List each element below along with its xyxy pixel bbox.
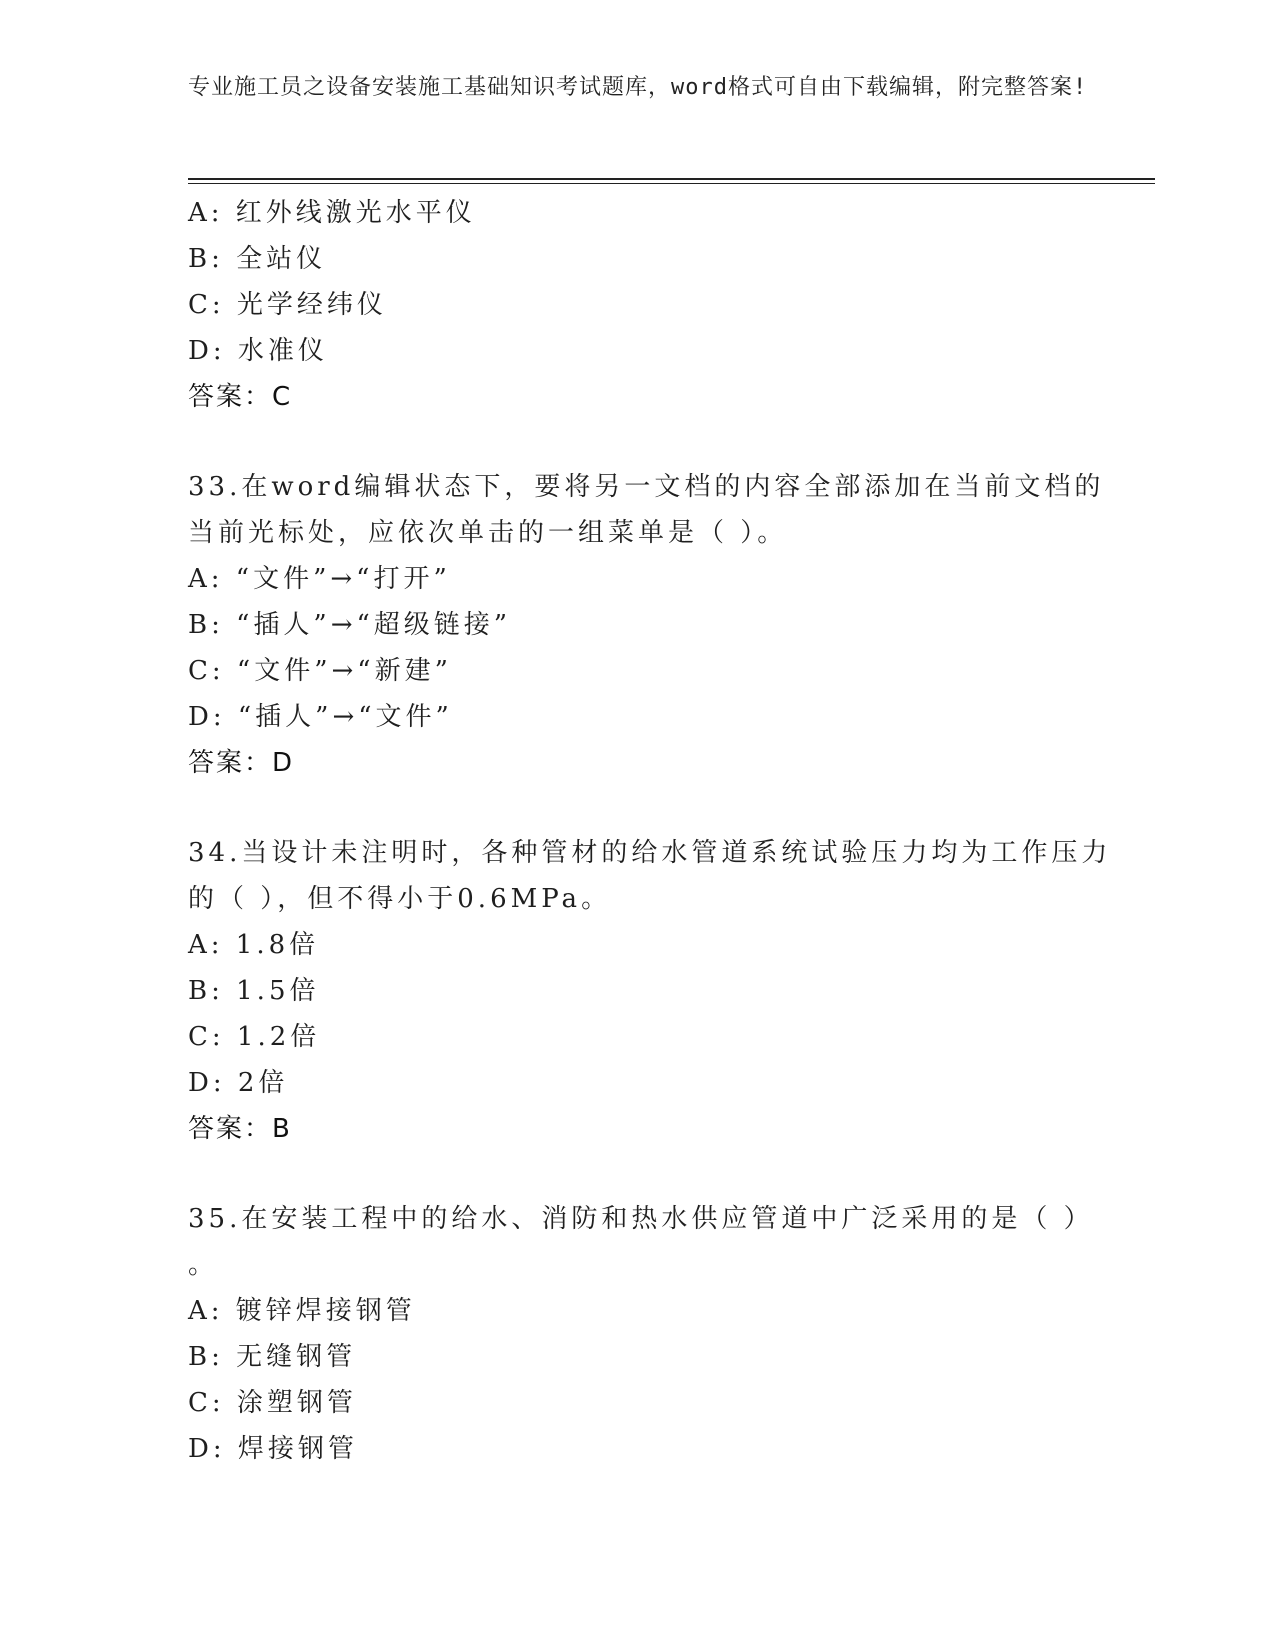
option-c: C: 1.2倍	[188, 1022, 321, 1052]
document-header: 专业施工员之设备安装施工基础知识考试题库，word格式可自由下载编辑，附完整答案!	[188, 75, 1088, 100]
option-c: C: “文件”→“新建”	[188, 656, 452, 686]
question-stem-line: 当前光标处，应依次单击的一组菜单是（ ）。	[188, 518, 788, 548]
header-divider-thin	[188, 183, 1155, 184]
question-34	[188, 830, 1112, 1152]
question-list	[188, 190, 1112, 1472]
answer-label: 答案：B	[188, 1114, 292, 1144]
answer-label: 答案：C	[188, 382, 293, 412]
question-stem-line: 的（ ），但不得小于0.6MPa。	[188, 884, 612, 914]
spacer	[188, 420, 1088, 464]
option-c: C: 涂塑钢管	[188, 1388, 357, 1418]
option-c: C: 光学经纬仪	[188, 290, 387, 320]
option-a: A: 红外线激光水平仪	[188, 198, 476, 228]
option-d: D: 2倍	[188, 1068, 289, 1098]
option-a: A: 镀锌焊接钢管	[188, 1296, 416, 1326]
option-a: A: “文件”→“打开”	[188, 564, 451, 594]
spacer	[188, 786, 1088, 830]
header-divider-thick	[188, 178, 1155, 180]
question-stem-line: 35.在安装工程中的给水、消防和热水供应管道中广泛采用的是（ ）	[188, 1204, 1094, 1234]
option-d: D: “插人”→“文件”	[188, 702, 453, 732]
option-b: B: “插人”→“超级链接”	[188, 610, 512, 640]
option-b: B: 全站仪	[188, 244, 327, 274]
option-d: D: 焊接钢管	[188, 1434, 358, 1464]
spacer	[188, 1152, 1088, 1196]
option-b: B: 无缝钢管	[188, 1342, 357, 1372]
question-stem-line: 33.在word编辑状态下，要将另一文档的内容全部添加在当前文档的	[188, 472, 1105, 502]
option-a: A: 1.8倍	[188, 930, 320, 960]
question-stem-line: 34.当设计未注明时，各种管材的给水管道系统试验压力均为工作压力	[188, 838, 1112, 868]
question-32	[188, 190, 1088, 420]
option-d: D: 水准仪	[188, 336, 328, 366]
question-33	[188, 464, 1105, 786]
question-stem-line: 。	[188, 1250, 219, 1280]
answer-label: 答案：D	[188, 748, 295, 778]
question-35	[188, 1196, 1094, 1472]
option-b: B: 1.5倍	[188, 976, 320, 1006]
